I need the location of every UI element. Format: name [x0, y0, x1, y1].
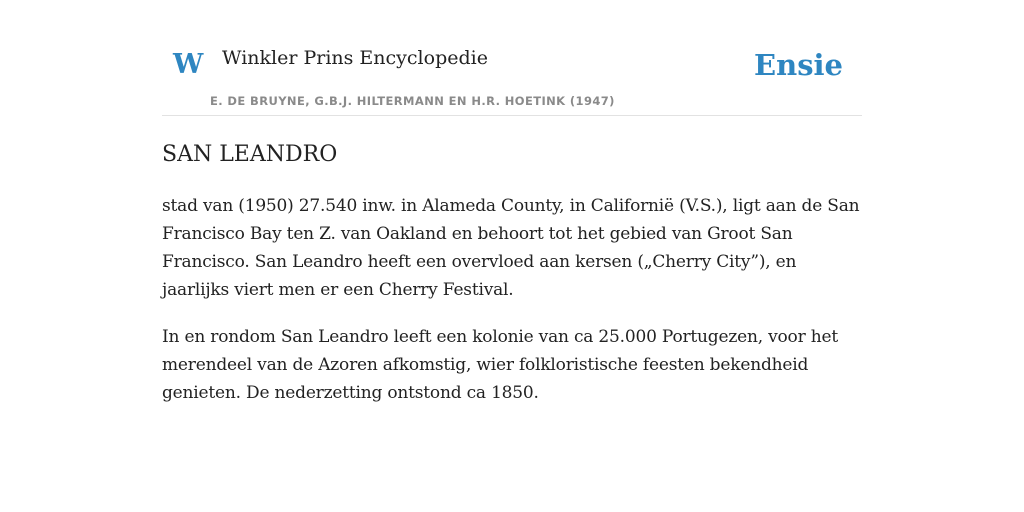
book-title-link[interactable]: Winkler Prins Encyclopedie — [222, 47, 488, 69]
ensie-logo[interactable]: Ensie — [754, 48, 843, 82]
entry-paragraph: In en rondom San Leandro leeft een kolonie van ca 25.000 Portugezen, voor het merendeel van de Azoren afkomstig, wier folkloristische feesten bekendheid genieten. De nederzetting ontstond ca 1850. — [162, 327, 838, 403]
book-logo-icon[interactable]: W — [173, 49, 204, 80]
entry-paragraph: stad van (1950) 27.540 inw. in Alameda County, in Californië (V.S.), ligt aan de San Francisco Bay ten Z. van Oakland en behoort tot het gebied van Groot San Francisco. San Leandro heeft een overvloed aan kersen („Cherry City”), en jaarlijks viert men er een Cherry Festival. — [162, 196, 860, 300]
entry-body — [162, 192, 862, 426]
entry-title: SAN LEANDRO — [162, 142, 338, 167]
book-header — [162, 0, 862, 116]
book-authors: E. DE BRUYNE, G.B.J. HILTERMANN EN H.R. HOETINK (1947) — [210, 94, 615, 108]
